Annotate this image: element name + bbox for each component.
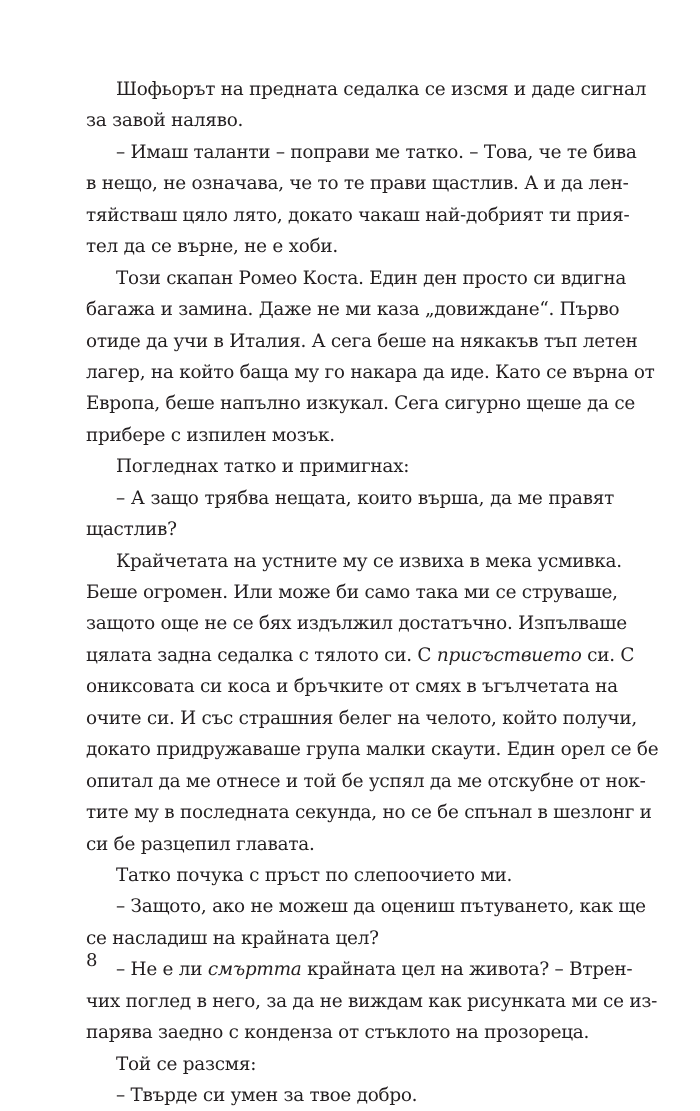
text-run: тел да се върне, не е хоби.: [86, 236, 338, 258]
text-line: [86, 797, 652, 828]
text-run: парява заедно с конденза от стъклото на прозореца.: [86, 1022, 590, 1044]
text-run: тяйстваш цяло лято, докато чакаш най-добрият ти прия-: [86, 204, 630, 226]
text-line: [86, 703, 638, 734]
text-line: [86, 608, 627, 639]
text-line: [86, 357, 655, 388]
text-line: [86, 891, 646, 922]
text-line: [86, 137, 637, 168]
text-line: [86, 483, 614, 514]
text-run: отиде да учи в Италия. А сега беше на някакъв тъп летен: [86, 330, 638, 352]
text-run: си бе разцепил главата.: [86, 833, 315, 855]
text-line: [86, 294, 620, 325]
page-number: 8: [86, 950, 98, 971]
text-line: [86, 1049, 614, 1080]
text-line: [86, 1017, 614, 1048]
text-run: – Защото, ако не можеш да оцениш пътуването, как ще: [116, 896, 646, 918]
text-run: тите му в последната секунда, но се бе спънал в шезлонг и: [86, 802, 652, 824]
text-run: си. С: [581, 644, 635, 666]
text-line: [86, 420, 614, 451]
text-line: [86, 923, 614, 954]
text-run: Този скапан Ромео Коста. Един ден просто си вдигна: [116, 267, 627, 289]
italic-run: смъртта: [207, 959, 302, 981]
body-text: [86, 74, 659, 1111]
text-run: докато придружаваше група малки скаути. Един орел се бе: [86, 739, 659, 761]
text-line: [86, 200, 630, 231]
text-line: [86, 577, 618, 608]
text-run: Шофьорът на предната седалка се изсмя и даде сигнал: [116, 79, 647, 100]
text-run: крайната цел на живота? – Втрен-: [301, 959, 633, 981]
text-line: [86, 860, 614, 891]
text-run: Европа, беше напълно изкукал. Сега сигурно щеше да се: [86, 393, 636, 415]
text-run: ониксовата си коса и бръчките от смях в ъгълчетата на: [86, 676, 618, 698]
italic-run: присъствието: [436, 644, 582, 666]
text-run: Погледнах татко и примигнах:: [116, 456, 410, 478]
text-run: щастлив?: [86, 519, 177, 541]
text-run: Беше огромен. Или може би само така ми се струваше,: [86, 582, 618, 603]
text-line: [86, 514, 614, 545]
text-line: [86, 105, 614, 136]
text-line: [86, 1080, 614, 1111]
text-run: се насладиш на крайната цел?: [86, 927, 379, 949]
text-line: [86, 640, 635, 671]
text-run: очите си. И със страшния белег на челото, който получи,: [86, 707, 638, 729]
text-run: чих поглед в него, за да не виждам как рисунката ми се из-: [86, 990, 658, 1012]
text-run: защото още не се бях издължил достатъчно. Изпълваше: [86, 613, 627, 635]
text-line: [86, 388, 636, 419]
text-run: – Имаш таланти – поправи ме татко. – Това, че те бива: [116, 141, 637, 163]
text-line: [86, 74, 647, 105]
text-run: цялата задна седалка с тялото си. С: [86, 644, 437, 666]
text-line: [86, 986, 658, 1017]
text-line: [86, 326, 638, 357]
text-run: Крайчетата на устните му се извиха в мека усмивка.: [116, 550, 622, 572]
text-line: [86, 954, 633, 985]
text-run: Татко почука с пръст по слепоочието ми.: [116, 864, 513, 886]
text-line: [86, 263, 627, 294]
text-line: [86, 451, 614, 482]
text-run: – А защо трябва нещата, които върша, да ме правят: [116, 487, 614, 509]
text-run: прибере с изпилен мозък.: [86, 424, 335, 446]
text-line: [86, 231, 614, 262]
text-run: Той се разсмя:: [116, 1053, 257, 1075]
text-run: за завой наляво.: [86, 110, 244, 132]
text-run: лагер, на който баща му го накара да иде. Като се върна от: [86, 361, 655, 383]
text-run: – Не е ли: [116, 959, 208, 981]
text-line: [86, 829, 614, 860]
text-run: в нещо, не означава, че то те прави щастлив. А и да лен-: [86, 173, 629, 195]
text-line: [86, 734, 659, 765]
text-run: опитал да ме отнесе и той бе успял да ме отскубне от нок-: [86, 770, 646, 792]
text-run: – Твърде си умен за твое добро.: [116, 1085, 418, 1106]
text-line: [86, 671, 618, 702]
text-run: багажа и замина. Даже не ми каза „довиждане“. Първо: [86, 299, 620, 321]
text-line: [86, 168, 629, 199]
text-line: [86, 546, 622, 577]
text-line: [86, 766, 646, 797]
